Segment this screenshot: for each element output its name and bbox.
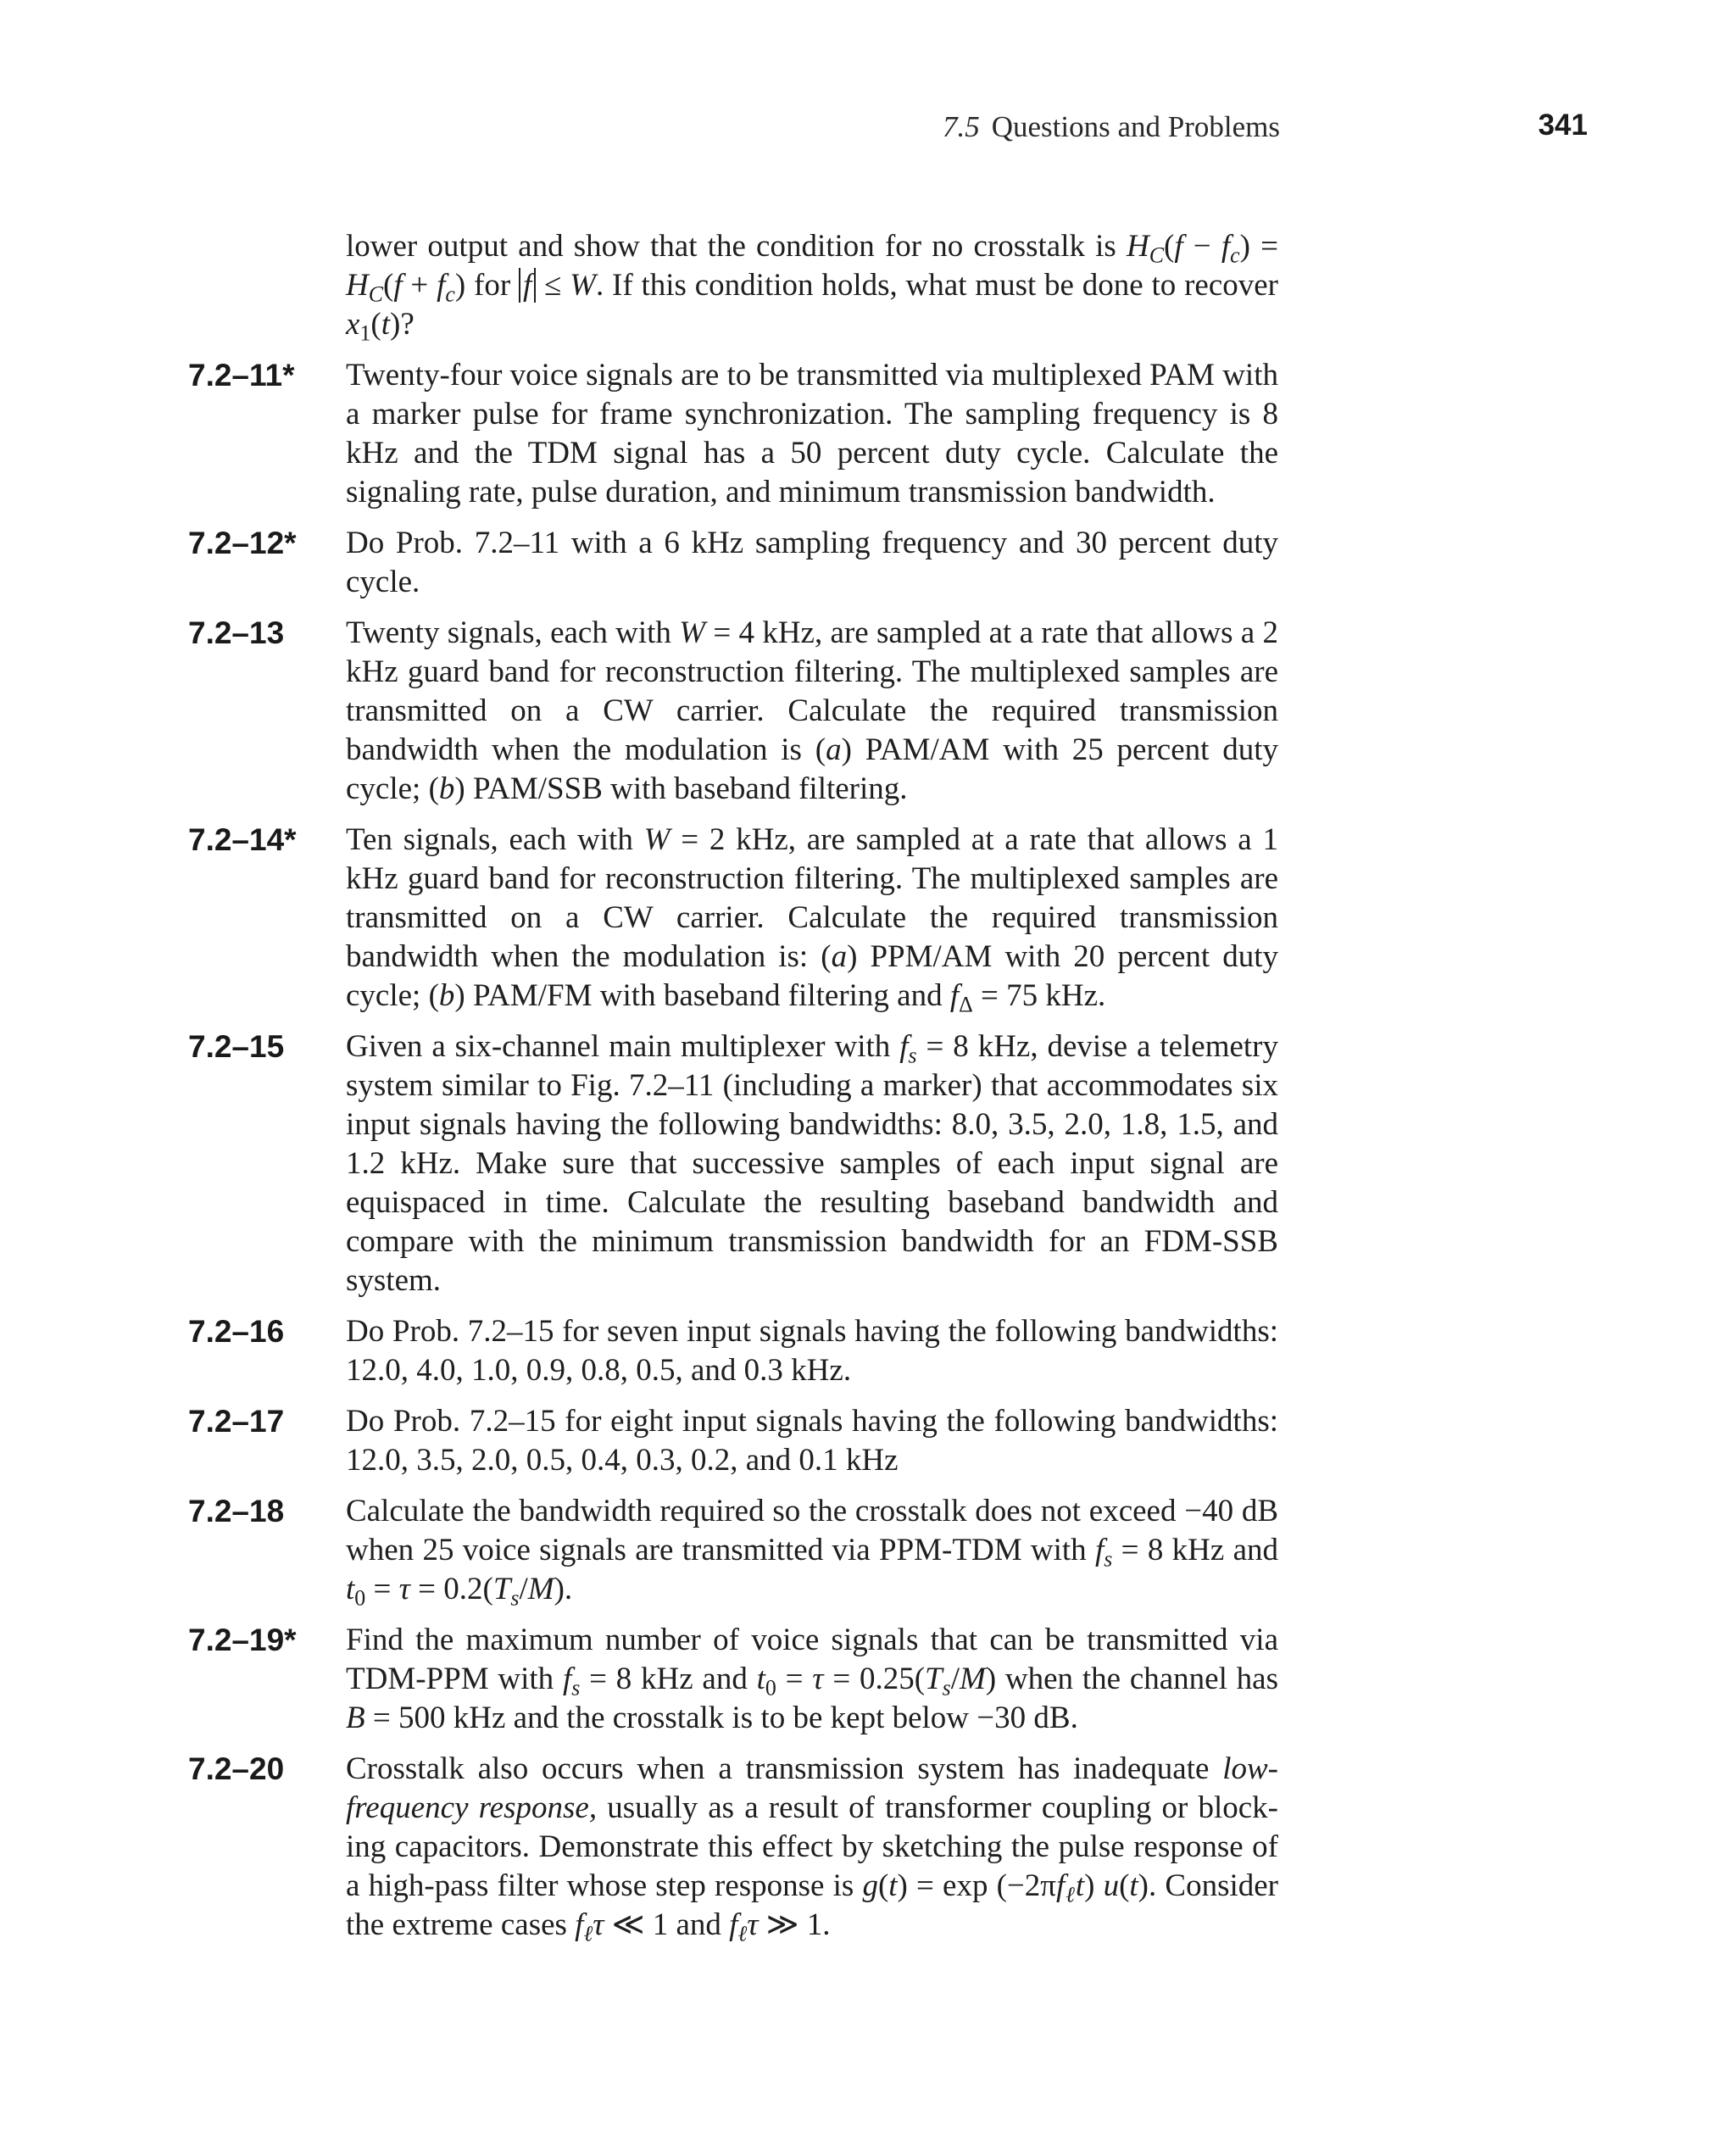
text-fragment: ℓ [737,1921,748,1946]
problem-number: 7.2–19* [188,1623,297,1657]
problem-text [346,356,1278,512]
problem-continuation [0,227,1736,344]
text-fragment: − [1182,229,1221,264]
problem-number: 7.2–14* [188,822,297,857]
text-fragment: ) = exp (−2π [897,1868,1056,1903]
text-fragment: Δ [959,992,973,1017]
problem-text [346,227,1278,344]
text-fragment: )? [390,307,415,342]
problem-7-2-18 [0,1492,1736,1609]
text-fragment: ). [554,1572,573,1606]
running-head [943,110,1280,144]
problem-7-2-16 [0,1312,1736,1390]
problem-7-2-19 [0,1621,1736,1738]
text-fragment: s [571,1675,581,1701]
problem-number: 7.2–12* [188,526,297,560]
text-fragment: a [826,732,842,767]
text-fragment: ) PAM/SSB with baseband filtering. [454,771,908,806]
text-fragment: t [1129,1868,1138,1903]
text-fragment: τ [593,1907,604,1942]
text-fragment: s [510,1585,520,1611]
problem-number: 7.2–18 [188,1494,285,1528]
text-fragment: Do Prob. 7.2–11 with a 6 kHz sampling frequency and 30 percent duty cycle. [346,526,1278,599]
problem-number: 7.2–16 [188,1314,285,1349]
text-fragment: a [831,939,848,974]
problem-number: 7.2–11* [188,358,295,392]
text-fragment: g [862,1868,878,1903]
text-fragment: c [1230,242,1240,268]
text-fragment: Ten signals, each with [346,822,644,857]
problem-7-2-17 [0,1402,1736,1480]
text-fragment: T [492,1572,511,1606]
text-fragment: f [1174,229,1183,264]
text-fragment: f [899,1029,909,1064]
text-fragment: x [346,307,360,342]
problem-number: 7.2–17 [188,1404,285,1439]
text-fragment: ≪ 1 and [604,1907,730,1942]
text-fragment: s [942,1675,951,1701]
text-fragment: Do Prob. 7.2–15 for eight input signals having the following bandwidths: 12.0, 3.5, 2.0, 0.5, 0.4, 0.3, 0.2, and 0.1 kHz [346,1404,1278,1478]
page-number: 341 [1538,109,1588,142]
problem-text [346,524,1278,602]
problem-7-2-12 [0,524,1736,602]
text-fragment: = 500 kHz and the crosstalk is to be kept below −30 dB. [364,1701,1078,1735]
problem-text [346,614,1278,809]
text-fragment: ( [383,268,394,303]
text-fragment: lower output and show that the condition for no crosstalk is [346,229,1127,264]
text-fragment: ( [877,1868,889,1903]
text-fragment: 0 [354,1585,366,1611]
text-fragment: ) PAM/FM with baseband filtering and [454,978,950,1013]
problem-text [346,821,1278,1016]
text-fragment: ) [1084,1868,1104,1903]
text-fragment: f [1094,1533,1104,1567]
text-fragment: W [643,822,670,857]
text-fragment: ( [370,307,381,342]
text-fragment: τ [747,1907,759,1942]
problem-text [346,1621,1278,1738]
text-fragment: f [562,1662,572,1696]
text-fragment: ) = [1239,229,1278,264]
text-fragment: τ [398,1572,410,1606]
text-fragment: = 8 kHz and [1112,1533,1278,1567]
text-fragment: / [519,1572,528,1606]
text-fragment: C [1149,242,1165,268]
problem-number: 7.2–20 [188,1751,285,1786]
text-fragment: Twenty signals, each with [346,615,680,650]
text-fragment: b [438,771,455,806]
problem-text [346,1750,1278,1945]
text-fragment: low-frequency response, [346,1751,1278,1825]
text-fragment: = 4 kHz, are sampled at a rate that allows a 2 kHz guard band for reconstruction filtering. The multiplexed samples are transmitted on a CW carrier. Calculate the required transmission bandwidth when the modulation is ( [346,615,1278,767]
text-fragment: t [756,1662,765,1696]
text-fragment: 0 [765,1675,776,1701]
text-fragment: ( [1119,1868,1130,1903]
text-fragment: ℓ [583,1921,593,1946]
text-fragment: M [527,1572,554,1606]
text-fragment: f [519,268,536,303]
text-fragment: f [393,268,403,303]
text-fragment: ) when the channel has [985,1662,1278,1696]
text-fragment: s [908,1043,917,1068]
problem-text [346,1492,1278,1609]
text-fragment: = 0.2( [409,1572,493,1606]
text-fragment: ≫ 1. [758,1907,831,1942]
page-header [0,110,1736,153]
text-fragment: Calculate the bandwidth required so the crosstalk does not exceed −40 dB when 25 voice signals are transmitted via PPM-TDM with [346,1494,1278,1567]
section-number: 7.5 [942,110,980,143]
text-fragment: f [437,268,446,303]
problem-7-2-20 [0,1750,1736,1945]
text-fragment: = 2 kHz, are sampled at a rate that allows a 1 kHz guard band for reconstruction filtering. The multiplexed samples are transmitted on a CW carrier. Calculate the required transmission bandwidth when the modulation is: ( [346,822,1278,974]
problem-number: 7.2–13 [188,615,285,650]
text-fragment: ( [1164,229,1175,264]
text-fragment: ℓ [1065,1882,1076,1907]
text-fragment: t [346,1572,355,1606]
text-fragment: c [445,281,455,307]
text-fragment: Do Prob. 7.2–15 for seven input signals having the following bandwidths: 12.0, 4.0, 1.0, 0.9, 0.8, 0.5, and 0.3 kHz. [346,1314,1278,1388]
problem-7-2-13 [0,614,1736,809]
text-fragment: 1 [359,320,371,346]
problem-7-2-15 [0,1027,1736,1300]
text-fragment: H [1127,229,1149,264]
problem-number: 7.2–15 [188,1029,285,1064]
text-fragment: = 75 kHz. [972,978,1106,1013]
problem-7-2-11 [0,356,1736,512]
problem-list [0,227,1736,1957]
text-fragment: Given a six-channel main multiplexer with [346,1029,900,1064]
text-fragment: Crosstalk also occurs when a transmission system has inadequate [346,1751,1223,1786]
text-fragment: = [776,1662,813,1696]
text-fragment: H [346,268,369,303]
text-fragment: C [368,281,384,307]
text-fragment: = 8 kHz and [580,1662,757,1696]
text-fragment: M [959,1662,986,1696]
text-fragment: = [365,1572,399,1606]
text-fragment: f [949,978,960,1013]
text-fragment: τ [812,1662,824,1696]
text-fragment: f [729,1907,738,1942]
text-fragment: W [570,268,596,303]
text-fragment: u [1103,1868,1120,1903]
text-fragment: f [1221,229,1231,264]
text-fragment: Twenty-four voice signals are to be transmitted via multiplexed PAM with a marker pulse for frame synchronization. The sampling frequency is 8 kHz and the TDM signal has a 50 percent duty cycle. Calculate the signaling rate, pulse duration, and minimum transmission bandwidth. [346,358,1278,509]
text-fragment: ) PPM/AM with 20 percent duty cycle; ( [346,939,1279,1013]
text-fragment: s [1104,1546,1113,1572]
text-fragment: t [888,1868,898,1903]
text-fragment: ) for [454,268,519,303]
text-fragment: ≤ [536,268,570,303]
problem-text [346,1312,1278,1390]
text-fragment: f [1055,1868,1066,1903]
problem-7-2-14 [0,821,1736,1016]
text-fragment: t [381,307,390,342]
text-fragment: = 0.25( [823,1662,926,1696]
text-fragment: ) PAM/AM with 25 percent duty cycle; ( [346,732,1279,806]
text-fragment: usually as a result of transformer coupling or blocking capacitors. Demonstrate this effect by sketching the pulse response of a high-pass filter whose step response is [346,1790,1278,1903]
text-fragment: + [402,268,437,303]
text-fragment: B [346,1701,365,1735]
text-fragment: f [575,1907,584,1942]
text-fragment: T [925,1662,943,1696]
problem-text [346,1402,1278,1480]
text-fragment: b [438,978,455,1013]
text-fragment: . If this condition holds, what must be done to recover [596,268,1278,303]
text-fragment: = 8 kHz, devise a telemetry system similar to Fig. 7.2–11 (including a marker) that accommodates six input signals having the following bandwidths: 8.0, 3.5, 2.0, 1.8, 1.5, and 1.2 kHz. Make sure that successive samples of each input signal are equispaced in time. Calculate the resulting baseband bandwidth and compare with the minimum transmission bandwidth for an FDM-SSB system. [346,1029,1278,1298]
text-fragment: ). Consider the extreme cases [346,1868,1278,1942]
section-title: Questions and Problems [991,110,1280,143]
text-fragment: Find the maximum number of voice signals that can be transmitted via TDM-PPM with [346,1623,1278,1696]
problem-text [346,1027,1278,1300]
text-fragment: / [950,1662,960,1696]
text-fragment: t [1075,1868,1085,1903]
text-fragment: W [679,615,706,650]
